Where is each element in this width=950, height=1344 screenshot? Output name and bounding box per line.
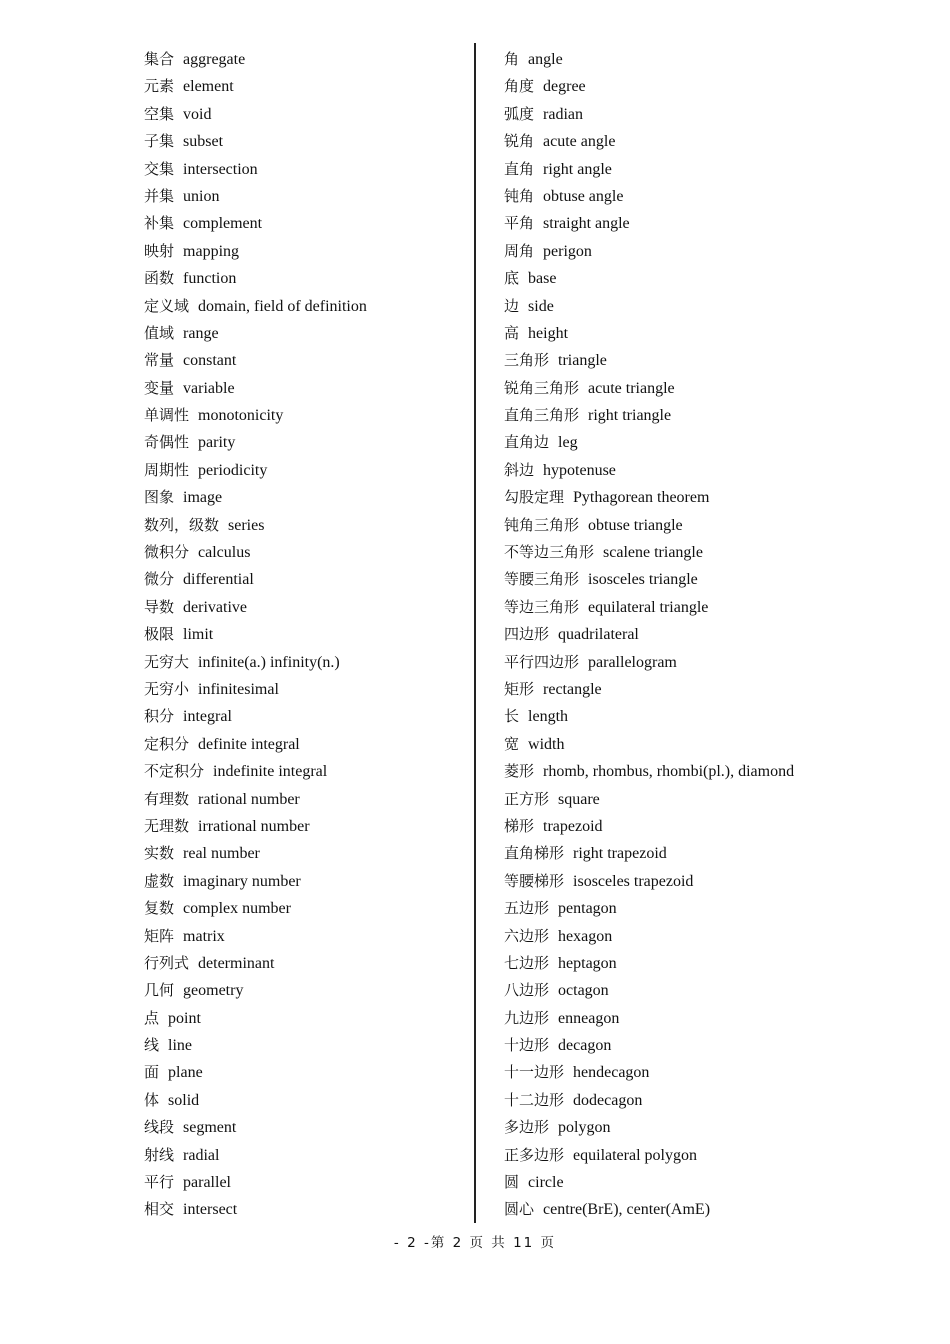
term-english: geometry	[183, 982, 244, 1000]
term-english: union	[183, 187, 220, 205]
term-english: obtuse angle	[543, 187, 624, 205]
term-english: segment	[183, 1119, 237, 1137]
glossary-entry	[144, 402, 469, 429]
term-chinese: 有理数	[144, 789, 190, 808]
glossary-entry	[504, 895, 924, 922]
term-chinese: 七边形	[504, 953, 550, 972]
glossary-entry	[504, 293, 924, 320]
term-chinese: 边	[504, 296, 520, 315]
term-chinese: 等腰梯形	[504, 871, 565, 890]
term-english: periodicity	[198, 461, 268, 479]
term-chinese: 不等边三角形	[504, 543, 595, 562]
term-english: rational number	[198, 790, 300, 808]
glossary-entry	[144, 1169, 469, 1196]
glossary-entry	[144, 457, 469, 484]
term-chinese: 高	[504, 323, 520, 342]
term-chinese: 交集	[144, 159, 175, 178]
glossary-entry	[504, 73, 924, 100]
term-english: heptagon	[558, 954, 617, 972]
glossary-entry	[144, 1005, 469, 1032]
glossary-entry	[504, 183, 924, 210]
term-english: leg	[558, 434, 578, 452]
term-english: parallelogram	[588, 653, 677, 671]
glossary-entry	[144, 621, 469, 648]
term-english: hendecagon	[573, 1064, 650, 1082]
term-english: isosceles triangle	[588, 571, 698, 589]
term-chinese: 空集	[144, 104, 175, 123]
term-chinese: 积分	[144, 707, 175, 726]
term-english: definite integral	[198, 735, 300, 753]
term-english: parallel	[183, 1174, 231, 1192]
term-chinese: 勾股定理	[504, 488, 565, 507]
glossary-entry	[144, 1142, 469, 1169]
glossary-entry	[504, 1196, 924, 1223]
term-chinese: 极限	[144, 625, 175, 644]
glossary-entry	[144, 786, 469, 813]
term-english: equilateral polygon	[573, 1146, 697, 1164]
glossary-entry	[504, 512, 924, 539]
glossary-entry	[504, 1005, 924, 1032]
glossary-entry	[144, 210, 469, 237]
glossary-entry	[144, 265, 469, 292]
glossary-entry	[144, 1087, 469, 1114]
term-chinese: 函数	[144, 269, 175, 288]
term-english: width	[528, 735, 565, 753]
glossary-entry	[144, 1196, 469, 1223]
glossary-entry	[504, 731, 924, 758]
term-chinese: 矩形	[504, 679, 535, 698]
term-english: obtuse triangle	[588, 516, 683, 534]
term-chinese: 线	[144, 1036, 160, 1055]
term-chinese: 周角	[504, 241, 535, 260]
term-english: scalene triangle	[603, 544, 703, 562]
glossary-entry	[504, 128, 924, 155]
term-chinese: 行列式	[144, 953, 190, 972]
term-english: triangle	[558, 352, 607, 370]
term-chinese: 钝角	[504, 186, 535, 205]
glossary-entry	[504, 1032, 924, 1059]
term-chinese: 无穷大	[144, 652, 190, 671]
term-english: calculus	[198, 544, 251, 562]
term-english: Pythagorean theorem	[573, 489, 710, 507]
glossary-entry	[144, 594, 469, 621]
term-chinese: 导数	[144, 597, 175, 616]
term-english: enneagon	[558, 1009, 620, 1027]
glossary-entry	[144, 293, 469, 320]
term-chinese: 底	[504, 269, 520, 288]
term-chinese: 多边形	[504, 1118, 550, 1137]
term-english: angle	[528, 51, 563, 68]
term-chinese: 九边形	[504, 1008, 550, 1027]
term-chinese: 不定积分	[144, 762, 205, 781]
glossary-entry	[144, 375, 469, 402]
glossary-entry	[144, 539, 469, 566]
term-english: rectangle	[543, 680, 602, 698]
term-english: void	[183, 105, 212, 123]
term-english: radian	[543, 105, 583, 123]
term-english: variable	[183, 379, 235, 397]
term-english: hypotenuse	[543, 461, 616, 479]
term-chinese: 奇偶性	[144, 433, 190, 452]
term-chinese: 直角边	[504, 433, 550, 452]
term-chinese: 梯形	[504, 816, 535, 835]
term-english: quadrilateral	[558, 626, 639, 644]
term-english: real number	[183, 845, 260, 863]
glossary-entry	[504, 649, 924, 676]
glossary-entry	[504, 813, 924, 840]
term-english: function	[183, 270, 237, 288]
term-english: dodecagon	[573, 1091, 643, 1109]
term-chinese: 虚数	[144, 871, 175, 890]
term-chinese: 锐角三角形	[504, 378, 580, 397]
term-english: length	[528, 708, 569, 726]
term-english: range	[183, 324, 219, 342]
term-english: point	[168, 1009, 201, 1027]
term-chinese: 映射	[144, 241, 175, 260]
glossary-entry	[144, 238, 469, 265]
term-english: infinitesimal	[198, 680, 279, 698]
term-english: straight angle	[543, 215, 630, 233]
glossary-entry	[144, 868, 469, 895]
glossary-entry	[504, 539, 924, 566]
term-english: constant	[183, 352, 237, 370]
term-chinese: 正多边形	[504, 1145, 565, 1164]
term-english: aggregate	[183, 51, 246, 68]
term-english: irrational number	[198, 817, 310, 835]
term-chinese: 十一边形	[504, 1063, 565, 1082]
glossary-entry	[144, 73, 469, 100]
glossary-entry	[144, 731, 469, 758]
term-english: plane	[168, 1064, 203, 1082]
term-chinese: 四边形	[504, 625, 550, 644]
term-chinese: 正方形	[504, 789, 550, 808]
glossary-entry	[504, 621, 924, 648]
glossary-entry	[504, 1114, 924, 1141]
glossary-entry	[144, 512, 469, 539]
term-chinese: 等边三角形	[504, 597, 580, 616]
term-english: octagon	[558, 982, 609, 1000]
term-chinese: 射线	[144, 1145, 175, 1164]
glossary-entry	[504, 210, 924, 237]
glossary-entry	[144, 320, 469, 347]
term-english: subset	[183, 133, 224, 151]
term-chinese: 微积分	[144, 543, 190, 562]
term-chinese: 常量	[144, 351, 175, 370]
glossary-entry	[144, 950, 469, 977]
term-chinese: 圆心	[504, 1200, 535, 1219]
glossary-entry	[504, 484, 924, 511]
term-chinese: 锐角	[504, 132, 535, 151]
term-english: degree	[543, 78, 586, 96]
term-chinese: 十二边形	[504, 1090, 565, 1109]
column-divider	[474, 43, 476, 1223]
term-chinese: 数列，级数	[144, 515, 220, 534]
glossary-entry	[504, 703, 924, 730]
term-english: centre(BrE), center(AmE)	[543, 1201, 711, 1219]
term-english: hexagon	[558, 927, 613, 945]
term-chinese: 八边形	[504, 981, 550, 1000]
glossary-entry	[144, 895, 469, 922]
glossary-entry	[144, 156, 469, 183]
term-chinese: 定积分	[144, 734, 190, 753]
term-chinese: 定义域	[144, 296, 190, 315]
term-english: parity	[198, 434, 236, 452]
glossary-entry	[144, 923, 469, 950]
term-english: infinite(a.) infinity(n.)	[198, 653, 340, 671]
glossary-entry	[144, 128, 469, 155]
term-english: integral	[183, 708, 232, 726]
term-chinese: 线段	[144, 1118, 175, 1137]
glossary-entry	[144, 977, 469, 1004]
glossary-entry	[144, 429, 469, 456]
term-english: right angle	[543, 160, 612, 178]
glossary-entry	[144, 1059, 469, 1086]
term-english: image	[183, 489, 223, 507]
glossary-entry	[144, 566, 469, 593]
term-english: decagon	[558, 1037, 612, 1055]
term-chinese: 集合	[144, 50, 175, 68]
term-chinese: 微分	[144, 570, 175, 589]
term-english: monotonicity	[198, 407, 284, 425]
glossary-entry	[504, 1142, 924, 1169]
glossary-entry	[504, 347, 924, 374]
term-english: right trapezoid	[573, 845, 667, 863]
term-chinese: 单调性	[144, 406, 190, 425]
glossary-entry	[504, 1169, 924, 1196]
glossary-entry	[504, 320, 924, 347]
glossary-entry	[144, 703, 469, 730]
glossary-entry	[504, 429, 924, 456]
glossary-entry	[144, 758, 469, 785]
term-english: base	[528, 270, 557, 288]
glossary-entry	[144, 1114, 469, 1141]
term-english: polygon	[558, 1119, 611, 1137]
term-chinese: 子集	[144, 132, 175, 151]
glossary-entry	[504, 1059, 924, 1086]
term-english: limit	[183, 626, 214, 644]
term-chinese: 元素	[144, 77, 175, 96]
glossary-entry	[504, 923, 924, 950]
term-english: derivative	[183, 598, 247, 616]
term-chinese: 体	[144, 1090, 160, 1109]
glossary-entry	[144, 347, 469, 374]
term-chinese: 变量	[144, 378, 175, 397]
term-english: element	[183, 78, 234, 96]
glossary-entry	[144, 676, 469, 703]
term-chinese: 无理数	[144, 816, 190, 835]
term-chinese: 平行四边形	[504, 652, 580, 671]
glossary-right-column	[504, 46, 924, 1224]
glossary-entry	[144, 649, 469, 676]
glossary-entry	[144, 840, 469, 867]
term-english: rhomb, rhombus, rhombi(pl.), diamond	[543, 763, 795, 781]
term-chinese: 矩阵	[144, 926, 175, 945]
term-english: imaginary number	[183, 872, 301, 890]
term-chinese: 平角	[504, 214, 535, 233]
term-chinese: 角度	[504, 77, 535, 96]
term-chinese: 实数	[144, 844, 175, 863]
term-english: perigon	[543, 242, 592, 260]
term-english: matrix	[183, 927, 225, 945]
term-chinese: 宽	[504, 734, 520, 753]
term-english: isosceles trapezoid	[573, 872, 694, 890]
term-chinese: 无穷小	[144, 679, 190, 698]
term-chinese: 复数	[144, 899, 175, 918]
glossary-entry	[504, 950, 924, 977]
term-chinese: 弧度	[504, 104, 535, 123]
term-chinese: 平行	[144, 1173, 175, 1192]
term-chinese: 值域	[144, 323, 175, 342]
term-english: series	[228, 516, 265, 534]
glossary-entry	[504, 786, 924, 813]
term-english: acute triangle	[588, 379, 675, 397]
term-chinese: 点	[144, 1008, 160, 1027]
term-english: line	[168, 1037, 193, 1055]
term-chinese: 相交	[144, 1200, 175, 1219]
glossary-entry	[504, 1087, 924, 1114]
term-chinese: 十边形	[504, 1036, 550, 1055]
glossary-entry	[504, 758, 924, 785]
glossary-entry	[144, 46, 469, 73]
term-chinese: 并集	[144, 186, 175, 205]
page-footer: - 2 -第 2 页 共 11 页	[393, 1235, 557, 1251]
glossary-entry	[504, 676, 924, 703]
term-english: intersection	[183, 160, 258, 178]
glossary-entry	[504, 375, 924, 402]
glossary-entry	[504, 156, 924, 183]
term-chinese: 面	[144, 1063, 160, 1082]
term-chinese: 直角梯形	[504, 844, 565, 863]
term-chinese: 等腰三角形	[504, 570, 580, 589]
term-chinese: 六边形	[504, 926, 550, 945]
term-chinese: 图象	[144, 488, 175, 507]
term-chinese: 圆	[504, 1173, 520, 1192]
term-english: right triangle	[588, 407, 672, 425]
glossary-entry	[144, 484, 469, 511]
term-english: solid	[168, 1091, 200, 1109]
glossary-entry	[504, 977, 924, 1004]
glossary-entry	[144, 1032, 469, 1059]
term-english: complex number	[183, 900, 291, 918]
term-chinese: 长	[504, 707, 520, 726]
term-english: acute angle	[543, 133, 616, 151]
glossary-entry	[504, 265, 924, 292]
term-chinese: 直角	[504, 159, 535, 178]
term-english: height	[528, 324, 569, 342]
glossary-entry	[504, 594, 924, 621]
term-english: mapping	[183, 242, 240, 260]
glossary-entry	[144, 101, 469, 128]
term-chinese: 三角形	[504, 351, 550, 370]
glossary-entry	[504, 46, 924, 73]
glossary-entry	[504, 868, 924, 895]
glossary-entry	[504, 457, 924, 484]
term-chinese: 斜边	[504, 460, 535, 479]
glossary-entry	[504, 840, 924, 867]
term-chinese: 几何	[144, 981, 175, 1000]
term-english: intersect	[183, 1201, 238, 1219]
term-english: equilateral triangle	[588, 598, 709, 616]
term-english: trapezoid	[543, 817, 603, 835]
term-chinese: 菱形	[504, 762, 535, 781]
glossary-entry	[144, 813, 469, 840]
term-chinese: 角	[504, 50, 520, 68]
term-english: determinant	[198, 954, 275, 972]
term-chinese: 直角三角形	[504, 406, 580, 425]
term-english: differential	[183, 571, 254, 589]
term-chinese: 补集	[144, 214, 175, 233]
term-english: pentagon	[558, 900, 617, 918]
glossary-entry	[504, 566, 924, 593]
term-english: side	[528, 297, 554, 315]
term-english: indefinite integral	[213, 763, 328, 781]
term-chinese: 周期性	[144, 460, 190, 479]
term-english: circle	[528, 1174, 564, 1192]
glossary-entry	[504, 101, 924, 128]
glossary-entry	[144, 183, 469, 210]
term-chinese: 钝角三角形	[504, 515, 580, 534]
glossary-entry	[504, 402, 924, 429]
term-english: complement	[183, 215, 263, 233]
glossary-left-column	[144, 46, 469, 1224]
glossary-entry	[504, 238, 924, 265]
term-english: radial	[183, 1146, 220, 1164]
term-english: domain, field of definition	[198, 297, 367, 315]
term-chinese: 五边形	[504, 899, 550, 918]
term-english: square	[558, 790, 600, 808]
